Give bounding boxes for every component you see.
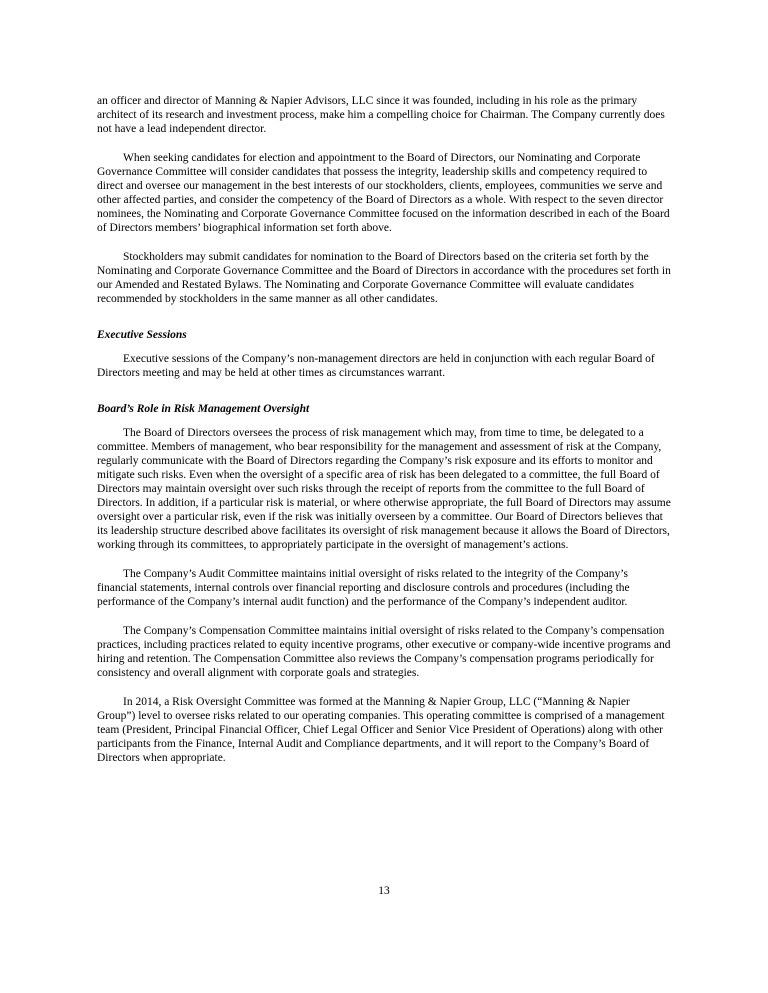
paragraph-executive-sessions: Executive sessions of the Company’s non-management directors are held in conjunction with each regular Board of Directors meeting and may be held at other times as circumstances warrant. <box>97 353 655 379</box>
heading-risk-management-oversight: Board’s Role in Risk Management Oversight <box>97 403 310 415</box>
paragraph-candidate-criteria: When seeking candidates for election and appointment to the Board of Directors, our Nominating and Corporate Governance Committee will consider candidates that possess the integrity, leadership skills and competency required to direct and oversee our management in the best interests of our stockholders, clients, employees, communities we serve and other affected parties, and consider the competency of the Board of Directors as a whole. With respect to the seven director nominees, the Nominating and Corporate Governance Committee focused on the information described in each of the Board of Directors members’ biographical information set forth above. <box>97 152 670 234</box>
paragraph-risk-oversight-committee: In 2014, a Risk Oversight Committee was formed at the Manning & Napier Group, LLC (“Manning & Napier Group”) level to oversee risks related to our operating companies. This operating committee is comprised of a management team (President, Principal Financial Officer, Chief Legal Officer and Senior Vice President of Operations) along with other participants from the Finance, Internal Audit and Compliance departments, and it will report to the Company’s Board of Directors when appropriate. <box>97 696 665 764</box>
page-number: 13 <box>378 885 390 897</box>
paragraph-board-risk-oversight: The Board of Directors oversees the process of risk management which may, from time to time, be delegated to a committee. Members of management, who bear responsibility for the management and assessment of risk at the Company, regularly communicate with the Board of Directors regarding the Company’s risk exposure and its efforts to monitor and mitigate such risks. Even when the oversight of a specific area of risk has been delegated to a committee, the full Board of Directors may maintain oversight over such risks through the receipt of reports from the committee to the full Board of Directors. In addition, if a particular risk is material, or where otherwise appropriate, the full Board of Directors may assume oversight over a particular risk, even if the risk was initially overseen by a committee. Our Board of Directors believes that its leadership structure described above facilitates its oversight of risk management because it allows the Board of Directors, working through its committees, to appropriately participate in the oversight of management’s actions. <box>97 427 671 551</box>
paragraph-audit-committee-risk: The Company’s Audit Committee maintains initial oversight of risks related to the integrity of the Company’s financial statements, internal controls over financial reporting and disclosure controls and procedures (including the performance of the Company’s internal audit function) and the performance of the Company’s independent auditor. <box>97 568 630 608</box>
paragraph-compensation-committee-risk: The Company’s Compensation Committee maintains initial oversight of risks related to the Company’s compensation practices, including practices related to equity incentive programs, other executive or company-wide incentive programs and hiring and retention. The Compensation Committee also reviews the Company’s compensation programs periodically for consistency and overall alignment with corporate goals and strategies. <box>97 625 671 679</box>
paragraph-stockholder-nominations: Stockholders may submit candidates for nomination to the Board of Directors based on the criteria set forth by the Nominating and Corporate Governance Committee and the Board of Directors in accordance with the procedures set forth in our Amended and Restated Bylaws. The Nominating and Corporate Governance Committee will evaluate candidates recommended by stockholders in the same manner as all other candidates. <box>97 251 671 305</box>
paragraph-chairman-continuation: an officer and director of Manning & Napier Advisors, LLC since it was founded, including in his role as the primary architect of its research and investment process, make him a compelling choice for Chairman. The Company currently does not have a lead independent director. <box>97 95 665 135</box>
heading-executive-sessions: Executive Sessions <box>97 329 187 341</box>
